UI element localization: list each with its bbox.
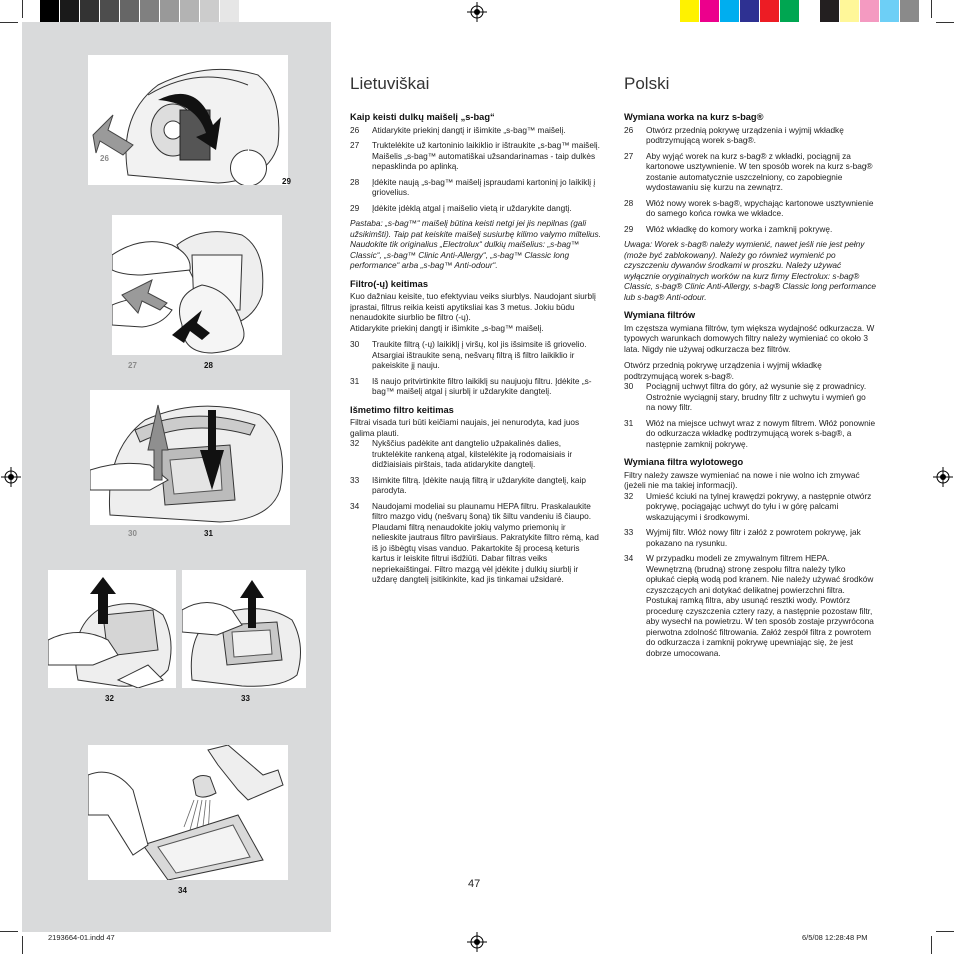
crop-mark — [936, 22, 954, 23]
step-item — [350, 376, 602, 397]
color-swatch — [860, 0, 880, 22]
note-text: Pastaba: „s-bag™“ maišelį būtina keisti netgi jei jis nepilnas (gali užsikimšti). Taip pat keiskite maišelį susiurbę kilimo valymo miltelius. Naudokite tik originalius „Electrolux“ dulkių maišelius: „s-bag™ Classic“, „s-bag™ Clinic Anti-Allergy“, „s-bag™ Classic long performance“ arba „s-bag™ Anti-odour“. — [350, 218, 601, 270]
figure-number: 31 — [204, 529, 213, 538]
step-item — [624, 125, 876, 146]
s-bag-replacement-illustration — [112, 215, 282, 355]
registration-mark-icon — [1, 467, 21, 487]
step-text: Išimkite filtrą. Įdėkite naują filtrą ir uždarykite dangtelį, kaip parodyta. — [372, 474, 586, 495]
figure-number: 28 — [204, 361, 213, 370]
vacuum-open-lid-illustration — [88, 55, 288, 185]
intro-text: Kuo dažniau keisite, tuo efektyviau veiks siurblys. Naudojant siurblį įprastai, filtrus reikia keisti apytiksliai kas 3 metus. Jokiu būdu nenaudokite siurblio be filtro (-ų). — [350, 291, 596, 322]
color-swatch — [180, 0, 200, 22]
crop-mark — [931, 0, 932, 18]
section-heading: Filtro(-ų) keitimas — [350, 278, 428, 289]
exhaust-filter-removal-illustration — [182, 570, 306, 688]
step-item — [350, 177, 602, 198]
color-swatch — [820, 0, 840, 22]
registration-mark-icon — [467, 932, 487, 952]
step-item — [624, 381, 876, 413]
step-text: Otwórz przednią pokrywę urządzenia i wyjmij wkładkę podtrzymującą worek s-bag®. — [646, 124, 844, 145]
color-swatch — [740, 0, 760, 22]
filter-replacement-illustration — [90, 390, 290, 525]
step-number: 26 — [624, 124, 634, 135]
paragraph — [350, 291, 602, 333]
color-swatch — [780, 0, 800, 22]
color-swatch — [880, 0, 900, 22]
crop-mark — [0, 931, 18, 932]
step-number: 26 — [350, 124, 360, 135]
step-number: 27 — [350, 140, 360, 150]
step-number: 30 — [624, 381, 634, 391]
color-swatch — [680, 0, 700, 22]
language-title-lithuanian: Lietuviškai — [350, 74, 430, 93]
exhaust-filter-cover-illustration — [48, 570, 176, 688]
step-item — [350, 438, 602, 470]
step-number: 28 — [624, 197, 634, 208]
step-item — [624, 151, 876, 193]
step-text: Įdėkite įdėklą atgal į maišelio vietą ir uždarykite dangtį. — [372, 202, 572, 213]
step-text: Pociągnij uchwyt filtra do góry, aż wysunie się z prowadnicy. Ostrożnie wyciągnij stary, brudny filtr z uchwytu i wymień go na nowy filtr. — [646, 381, 867, 412]
step-item — [624, 224, 876, 235]
paragraph: Otwórz przednią pokrywę urządzenia i wyjmij wkładkę podtrzymującą worek s-bag®. — [624, 360, 822, 381]
step-text: W przypadku modeli ze zmywalnym filtrem HEPA. Wewnętrzną (brudną) stronę zespołu filtra należy tylko opłukać ciepłą wodą pod kranem. Nie należy używać środków czyszczących ani dotykać delikatnej powierzchni filtra. Postukaj ramką filtra, aby usunąć resztki wody. Powtórz procedurę czyszczenia cztery razy, a następnie pozostaw filtr, aby wysechł na powietrzu. W ten sposób zostaje przywrócona pierwotna zdolność filtrowania. Załóż zespół filtra z powrotem do odkurzacza i zamknij pokrywę upewniając się, że jest dobrze umocowana. — [646, 553, 874, 658]
color-swatch — [40, 0, 60, 22]
step-number: 33 — [624, 527, 634, 537]
step-item — [624, 553, 876, 658]
figure-number: 32 — [105, 694, 114, 703]
note-text: Uwaga: Worek s-bag® należy wymienić, nawet jeśli nie jest pełny (może być zablokowany). Należy go również wymienić po czyszczeniu dywanów środkami w proszku. Należy używać wyłącznie oryginalnych worków na kurz firmy Electrolux: s-bag® Classic, s-bag® Clinic Anti-Allergy, s-bag® Classic long performance lub s-bag® Anti-odour. — [624, 239, 877, 302]
step-text: Włóż na miejsce uchwyt wraz z nowym filtrem. Włóż ponownie do odkurzacza wkładkę podtrzymującą worek s-bag®, a następnie zamknij pokrywę. — [646, 417, 876, 449]
crop-mark — [936, 931, 954, 932]
step-text: Traukite filtrą (-ų) laikiklį į viršų, kol jis išsimsite iš griovelio. Atsargiai ištraukite seną, nešvarų filtrą iš filtro laikiklio ir pakeiskite jį nauju. — [372, 339, 587, 370]
step-item — [624, 491, 876, 523]
language-title-polish: Polski — [624, 74, 670, 93]
color-swatch — [60, 0, 80, 22]
step-number: 29 — [350, 202, 360, 213]
step-item — [624, 527, 876, 548]
polish-column — [624, 112, 876, 663]
figure-number: 26 — [100, 154, 109, 163]
color-swatch — [160, 0, 180, 22]
footer-timestamp: 6/5/08 12:28:48 PM — [802, 933, 868, 942]
step-text: Atidarykite priekinį dangtį ir išimkite „s-bag™ maišelį. — [372, 124, 566, 135]
step-text: Aby wyjąć worek na kurz s-bag® z wkładki, pociągnij za kartonowe usztywnienie. W ten sposób worek na kurz s-bag® zostanie automatycznie uszczelniony, co zapobiegnie wydostawaniu się kurzu na zewnątrz. — [646, 150, 873, 192]
paragraph: Im częstsza wymiana filtrów, tym większa wydajność odkurzacza. W typowych warunkach domowych filtry należy wymieniać co około 3 lata. Nigdy nie używaj odkurzacza bez filtrów. — [624, 322, 875, 354]
color-swatch — [240, 0, 260, 22]
step-number: 32 — [624, 490, 634, 501]
page-number: 47 — [468, 878, 481, 890]
section-heading: Išmetimo filtro keitimas — [350, 404, 454, 415]
process-color-bar — [680, 0, 920, 22]
step-item — [624, 418, 876, 450]
step-number: 33 — [350, 474, 360, 485]
step-item — [350, 140, 602, 172]
figure-number: 34 — [178, 886, 187, 895]
step-item — [350, 501, 602, 585]
step-text: Włóż wkładkę do komory worka i zamknij pokrywę. — [646, 223, 833, 234]
paragraph: Filtry należy zawsze wymieniać na nowe i nie wolno ich zmywać (jeżeli nie ma takiej informacji). — [624, 469, 860, 490]
step-number: 34 — [624, 553, 634, 563]
figure-number: 27 — [128, 361, 137, 370]
crop-mark — [22, 0, 23, 18]
crop-mark — [931, 936, 932, 954]
step-number: 32 — [350, 438, 360, 448]
step-text: Nykščius padėkite ant dangtelio užpakalinės dalies, truktelėkite rankeną atgal, kilstelėkite ją rodomaisiais ir didžiaisiais pirštais, tada atidarykite dangtelį. — [372, 438, 573, 469]
step-number: 31 — [350, 375, 360, 386]
lithuanian-column — [350, 112, 602, 590]
step-text: Truktelėkite už kartoninio laikiklio ir ištraukite „s-bag™ maišelį. Maišelis „s-bag™ automatiškai užsandarinamas - taip dulkės nepasklinda po aplinką. — [372, 140, 600, 171]
step-number: 34 — [350, 500, 360, 511]
step-number: 28 — [350, 176, 360, 187]
step-text: Įdėkite naują „s-bag™ maišelį įspraudami kartoninį jo laikiklį į griovelius. — [372, 176, 596, 197]
section-heading: Wymiana filtrów — [624, 310, 696, 320]
figure-number: 29 — [282, 177, 291, 186]
step-text: Włóż nowy worek s-bag®, wpychając kartonowe usztywnienie do samego końca rowka we wkładce. — [646, 197, 874, 218]
color-swatch — [100, 0, 120, 22]
step-item — [350, 339, 602, 371]
section-heading: Wymiana worka na kurz s-bag® — [624, 112, 764, 122]
step-item — [350, 203, 602, 214]
color-swatch — [800, 0, 820, 22]
step-number: 30 — [350, 339, 360, 349]
step-item — [624, 198, 876, 219]
step-text: Wyjmij filtr. Włóż nowy filtr i załóż z powrotem pokrywę, jak pokazano na rysunku. — [646, 527, 861, 548]
hepa-filter-rinse-illustration — [88, 745, 288, 880]
figure-number: 33 — [241, 694, 250, 703]
step-number: 31 — [624, 417, 634, 428]
color-swatch — [200, 0, 220, 22]
color-swatch — [80, 0, 100, 22]
color-swatch — [720, 0, 740, 22]
crop-mark — [22, 936, 23, 954]
figure-number: 30 — [128, 529, 137, 538]
color-swatch — [900, 0, 920, 22]
color-swatch — [840, 0, 860, 22]
section-heading: Kaip keisti dulkų maišelį „s-bag“ — [350, 112, 495, 122]
section-heading: Wymiana filtra wylotowego — [624, 457, 744, 467]
color-swatch — [760, 0, 780, 22]
footer-filename: 2193664-01.indd 47 — [48, 933, 115, 942]
step-text: Naudojami modeliai su plaunamu HEPA filtru. Praskalaukite filtro mazgo vidų (nešvarų šoną) tik šiltu vandeniu iš čiaupo. Plaudami filtrą nenaudokite jokių valymo priemonių ir nelieskite jautraus filtro paviršiaus. Pakratykite filtro rėmą, kad iš jo išbėgtų visas vanduo. Pakartokite šį procesą keturis kartus ir leiskite filtrui išdžiūti. Dabar filtras veiks nepriekaištingai. Filtro mazgą vėl įdėkite į dulkių siurblį ir uždarę dangtelį įsitikinkite, kad jis tinkamai užsidarė. — [372, 500, 599, 584]
greyscale-color-bar — [40, 0, 260, 22]
registration-mark-icon — [933, 467, 953, 487]
step-text: Iš naujo pritvirtinkite filtro laikiklį su naujuoju filtru. Įdėkite „s-bag™ maišelį atgal į siurblį ir uždarykite dangtelį. — [372, 375, 592, 396]
color-swatch — [700, 0, 720, 22]
intro-text: Atidarykite priekinį dangtį ir išimkite „s-bag™ maišelį. — [350, 322, 544, 333]
color-swatch — [220, 0, 240, 22]
step-item — [350, 475, 602, 496]
crop-mark — [0, 22, 18, 23]
step-item — [350, 125, 602, 136]
step-text: Umieść kciuki na tylnej krawędzi pokrywy, a następnie otwórz pokrywę, pociągając uchwyt do tyłu i w górę palcami wskazującymi i środkowymi. — [646, 490, 872, 522]
step-number: 27 — [624, 150, 634, 161]
color-swatch — [140, 0, 160, 22]
color-swatch — [120, 0, 140, 22]
paragraph: Filtrai visada turi būti keičiami naujais, jei nenurodyta, kad juos galima plauti. — [350, 417, 580, 438]
step-number: 29 — [624, 223, 634, 234]
registration-mark-icon — [467, 2, 487, 22]
